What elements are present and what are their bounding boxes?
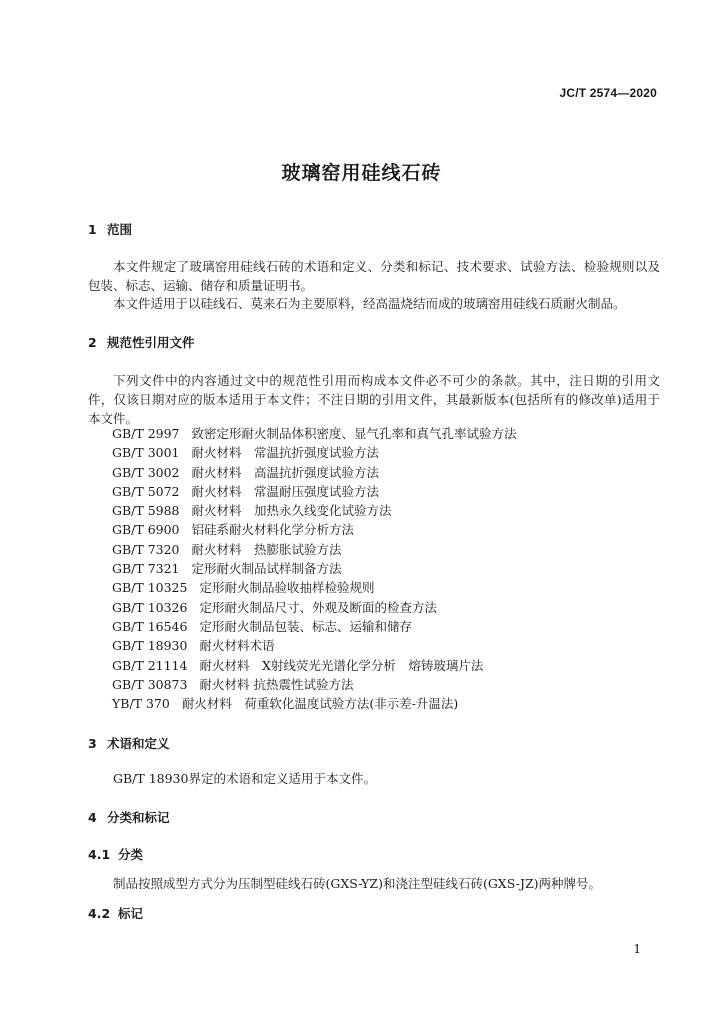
reference-title: 定形耐火制品尺寸、外观及断面的检查方法 [199, 599, 437, 615]
classification-paragraph: 制品按照成型方式分为压制型硅线石砖(GXS-YZ)和浇注型硅线石砖(GXS-JZ)两种牌号。 [113, 876, 602, 891]
subsection-title: 分类 [118, 847, 144, 862]
subsection-title: 标记 [118, 906, 144, 921]
section-title: 术语和定义 [107, 736, 170, 751]
reference-code: GB/T 6900 [112, 522, 180, 538]
references-intro: 下列文件中的内容通过文中的规范性引用而构成本文件必不可少的条款。其中，注日期的引用文件，仅该日期对应的版本适用于本文件；不注日期的引用文件，其最新版本(包括所有的修改单)适用于本文件。 [88, 373, 660, 426]
reference-item [112, 656, 517, 675]
reference-title: 耐火材料 抗热震性试验方法 [199, 676, 354, 692]
section-2-heading [88, 333, 195, 351]
reference-title: 耐火材料 X射线荧光光谱化学分析 熔铸玻璃片法 [199, 657, 484, 673]
reference-item [112, 559, 517, 578]
reference-code: GB/T 7321 [112, 561, 180, 577]
document-title: 玻璃窑用硅线石砖 [281, 162, 442, 184]
reference-item [112, 636, 517, 655]
reference-title: 铝硅系耐火材料化学分析方法 [191, 522, 355, 538]
subsection-number: 4.2 [88, 906, 111, 921]
reference-title: 耐火材料 常温抗折强度试验方法 [191, 445, 380, 461]
reference-item [112, 463, 517, 482]
reference-item [112, 520, 517, 539]
subsection-4-2-heading [88, 904, 143, 922]
reference-list [112, 424, 517, 713]
section-number: 2 [88, 335, 97, 350]
reference-item [112, 617, 517, 636]
reference-code: GB/T 10325 [112, 580, 188, 596]
reference-code: GB/T 21114 [112, 657, 188, 673]
section-4-heading [88, 808, 170, 826]
reference-code: GB/T 3002 [112, 464, 180, 480]
reference-item [112, 540, 517, 559]
section-1-heading [88, 220, 132, 238]
reference-title: 定形耐火制品包装、标志、运输和储存 [199, 618, 412, 634]
subsection-number: 4.1 [88, 847, 111, 862]
reference-title: 定形耐火制品验收抽样检验规则 [199, 580, 375, 596]
reference-code: GB/T 18930 [112, 638, 188, 654]
reference-item [112, 675, 517, 694]
reference-code: GB/T 16546 [112, 618, 188, 634]
reference-title: 耐火材料 加热永久线变化试验方法 [191, 503, 392, 519]
reference-item [112, 482, 517, 501]
section-title: 范围 [107, 222, 133, 237]
standard-code: JC/T 2574—2020 [559, 86, 657, 100]
reference-code: GB/T 5988 [112, 503, 180, 519]
reference-code: GB/T 30873 [112, 676, 188, 692]
terms-paragraph: GB/T 18930界定的术语和定义适用于本文件。 [113, 771, 376, 786]
reference-item [112, 424, 517, 443]
reference-title: 耐火材料 高温抗折强度试验方法 [191, 464, 380, 480]
reference-title: 耐火材料 荷重软化温度试验方法(非示差-升温法) [181, 696, 459, 712]
reference-code: GB/T 2997 [112, 426, 180, 441]
reference-code: GB/T 10326 [112, 599, 188, 615]
reference-code: GB/T 7320 [112, 541, 180, 557]
page-number: 1 [633, 942, 641, 956]
reference-title: 耐火材料 常温耐压强度试验方法 [191, 483, 380, 499]
subsection-4-1-heading [88, 845, 143, 863]
reference-title: 定形耐火制品试样制备方法 [191, 561, 342, 577]
reference-code: GB/T 5072 [112, 483, 180, 499]
reference-item [112, 501, 517, 520]
section-title: 分类和标记 [107, 810, 170, 825]
scope-paragraph-2: 本文件适用于以硅线石、莫来石为主要原料，经高温烧结而成的玻璃窑用硅线石质耐火制品。 [113, 296, 626, 311]
reference-title: 耐火材料术语 [199, 638, 275, 654]
scope-paragraph-1: 本文件规定了玻璃窑用硅线石砖的术语和定义、分类和标记、技术要求、试验方法、检验规则以及包装、标志、运输、储存和质量证明书。 [88, 259, 660, 293]
section-number: 1 [88, 222, 97, 237]
reference-item [112, 578, 517, 597]
reference-item [112, 598, 517, 617]
reference-item [112, 443, 517, 462]
section-number: 4 [88, 810, 97, 825]
reference-item [112, 694, 517, 713]
reference-code: GB/T 3001 [112, 445, 180, 461]
reference-title: 耐火材料 热膨胀试验方法 [191, 541, 342, 557]
section-3-heading [88, 734, 170, 752]
section-title: 规范性引用文件 [107, 335, 195, 350]
reference-title: 致密定形耐火制品体积密度、显气孔率和真气孔率试验方法 [191, 426, 517, 441]
section-number: 3 [88, 736, 97, 751]
reference-code: YB/T 370 [112, 696, 170, 712]
